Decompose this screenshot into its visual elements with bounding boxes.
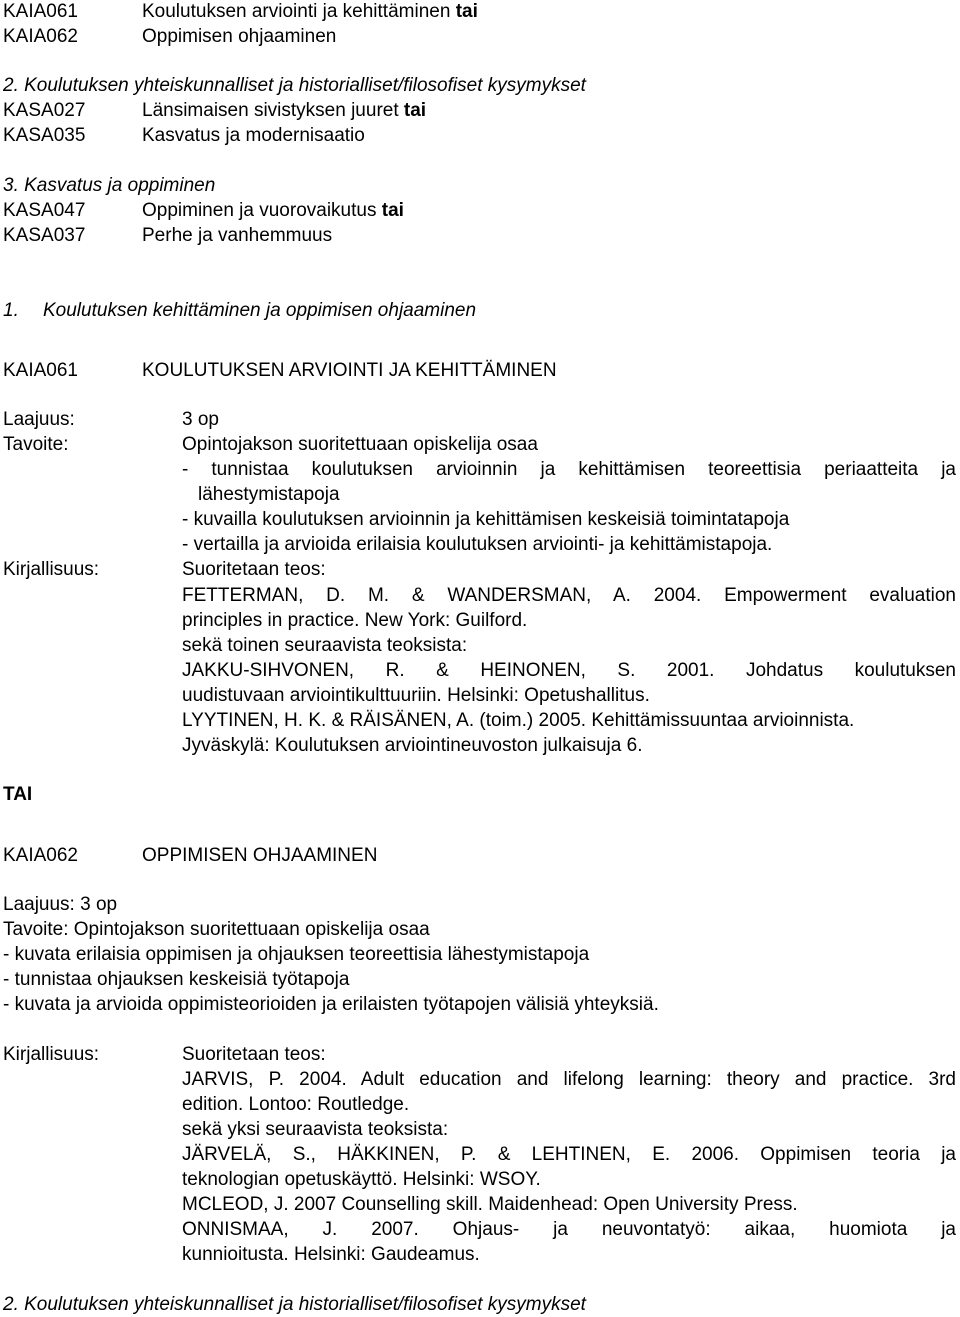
goal-item: - vertailla ja arvioida erilaisia koulutuksen arviointi- ja kehittämistapoja. <box>182 534 773 555</box>
goal-item: - tunnistaa ohjauksen keskeisiä työtapoja <box>3 969 350 990</box>
reference-line: LYYTINEN, H. K. & RÄISÄNEN, A. (toim.) 2005. Kehittämissuuntaa arvioinnista. <box>182 710 855 731</box>
course-title: Perhe ja vanhemmuus <box>142 225 333 246</box>
course-title: Oppimisen ohjaaminen <box>142 26 337 47</box>
reference-line: Jyväskylä: Koulutuksen arviointineuvoston julkaisuja 6. <box>182 735 643 756</box>
reference-line: kunnioitusta. Helsinki: Gaudeamus. <box>182 1244 480 1265</box>
course-title: Oppiminen ja vuorovaikutus <box>142 200 377 221</box>
tavoite-label: Tavoite: <box>3 434 69 455</box>
goal-item: - kuvailla koulutuksen arvioinnin ja kehittämisen keskeisiä toimintatapoja <box>182 509 790 530</box>
course-title-line <box>142 198 404 223</box>
laajuus-value: 3 op <box>182 409 219 430</box>
reference-line: JARVIS, P. 2004. Adult education and lifelong learning: theory and practice. 3rd <box>182 1069 956 1090</box>
course-code: KAIA062 <box>3 845 78 866</box>
course-code: KASA047 <box>3 200 86 221</box>
course-code: KASA037 <box>3 225 86 246</box>
suoritetaan-text: Suoritetaan teos: <box>182 1044 326 1065</box>
goal-item: - kuvata erilaisia oppimisen ja ohjauksen teoreettisia lähestymistapoja <box>3 944 590 965</box>
seka-text: sekä toinen seuraavista teoksista: <box>182 635 468 656</box>
suoritetaan-text: Suoritetaan teos: <box>182 559 326 580</box>
section-heading: Koulutuksen kehittäminen ja oppimisen ohjaaminen <box>43 300 477 321</box>
goal-item: - tunnistaa koulutuksen arvioinnin ja kehittämisen teoreettisia periaatteita ja <box>182 459 956 480</box>
group-heading: 2. Koulutuksen yhteiskunnalliset ja historialliset/filosofiset kysymykset <box>3 1294 586 1315</box>
course-code: KAIA062 <box>3 26 78 47</box>
tavoite-line: Tavoite: Opintojakson suoritettuaan opiskelija osaa <box>3 919 430 940</box>
conjunction: tai <box>455 1 478 22</box>
reference-line: ONNISMAA, J. 2007. Ohjaus- ja neuvontatyö: aikaa, huomiota ja <box>182 1219 956 1240</box>
course-code: KAIA061 <box>3 1 78 22</box>
course-code: KASA027 <box>3 100 86 121</box>
reference-line: teknologian opetuskäyttö. Helsinki: WSOY. <box>182 1169 541 1190</box>
reference-line: principles in practice. New York: Guilford. <box>182 610 528 631</box>
laajuus-line: Laajuus: 3 op <box>3 894 118 915</box>
reference-line: FETTERMAN, D. M. & WANDERSMAN, A. 2004. Empowerment evaluation <box>182 585 956 606</box>
course-title: Länsimaisen sivistyksen juuret <box>142 100 399 121</box>
conjunction: tai <box>381 200 404 221</box>
laajuus-label: Laajuus: <box>3 409 75 430</box>
course-title-line <box>142 98 426 123</box>
reference-line: JAKKU-SIHVONEN, R. & HEINONEN, S. 2001. Johdatus koulutuksen <box>182 660 956 681</box>
course-title: Koulutuksen arviointi ja kehittäminen <box>142 1 451 22</box>
course-code: KAIA061 <box>3 360 78 381</box>
conjunction: tai <box>403 100 427 121</box>
course-title: KOULUTUKSEN ARVIOINTI JA KEHITTÄMINEN <box>142 360 557 381</box>
reference-line: edition. Lontoo: Routledge. <box>182 1094 410 1115</box>
seka-text: sekä yksi seuraavista teoksista: <box>182 1119 449 1140</box>
course-title: OPPIMISEN OHJAAMINEN <box>142 845 378 866</box>
course-title: Kasvatus ja modernisaatio <box>142 125 365 146</box>
reference-line: JÄRVELÄ, S., HÄKKINEN, P. & LEHTINEN, E. 2006. Oppimisen teoria ja <box>182 1144 956 1165</box>
reference-line: uudistuvaan arviointikulttuuriin. Helsinki: Opetushallitus. <box>182 685 650 706</box>
goal-item: - kuvata ja arvioida oppimisteorioiden ja erilaisten työtapojen välisiä yhteyksiä. <box>3 994 659 1015</box>
course-code: KASA035 <box>3 125 86 146</box>
kirjallisuus-label: Kirjallisuus: <box>3 559 100 580</box>
section-number: 1. <box>3 300 19 321</box>
course-title-line <box>142 0 478 24</box>
tavoite-intro: Opintojakson suoritettuaan opiskelija osaa <box>182 434 538 455</box>
kirjallisuus-label: Kirjallisuus: <box>3 1044 100 1065</box>
goal-item-cont: lähestymistapoja <box>198 484 340 505</box>
group-heading: 3. Kasvatus ja oppiminen <box>3 175 216 196</box>
group-heading: 2. Koulutuksen yhteiskunnalliset ja historialliset/filosofiset kysymykset <box>3 75 586 96</box>
reference-line: MCLEOD, J. 2007 Counselling skill. Maidenhead: Open University Press. <box>182 1194 798 1215</box>
tai-separator: TAI <box>3 784 33 805</box>
